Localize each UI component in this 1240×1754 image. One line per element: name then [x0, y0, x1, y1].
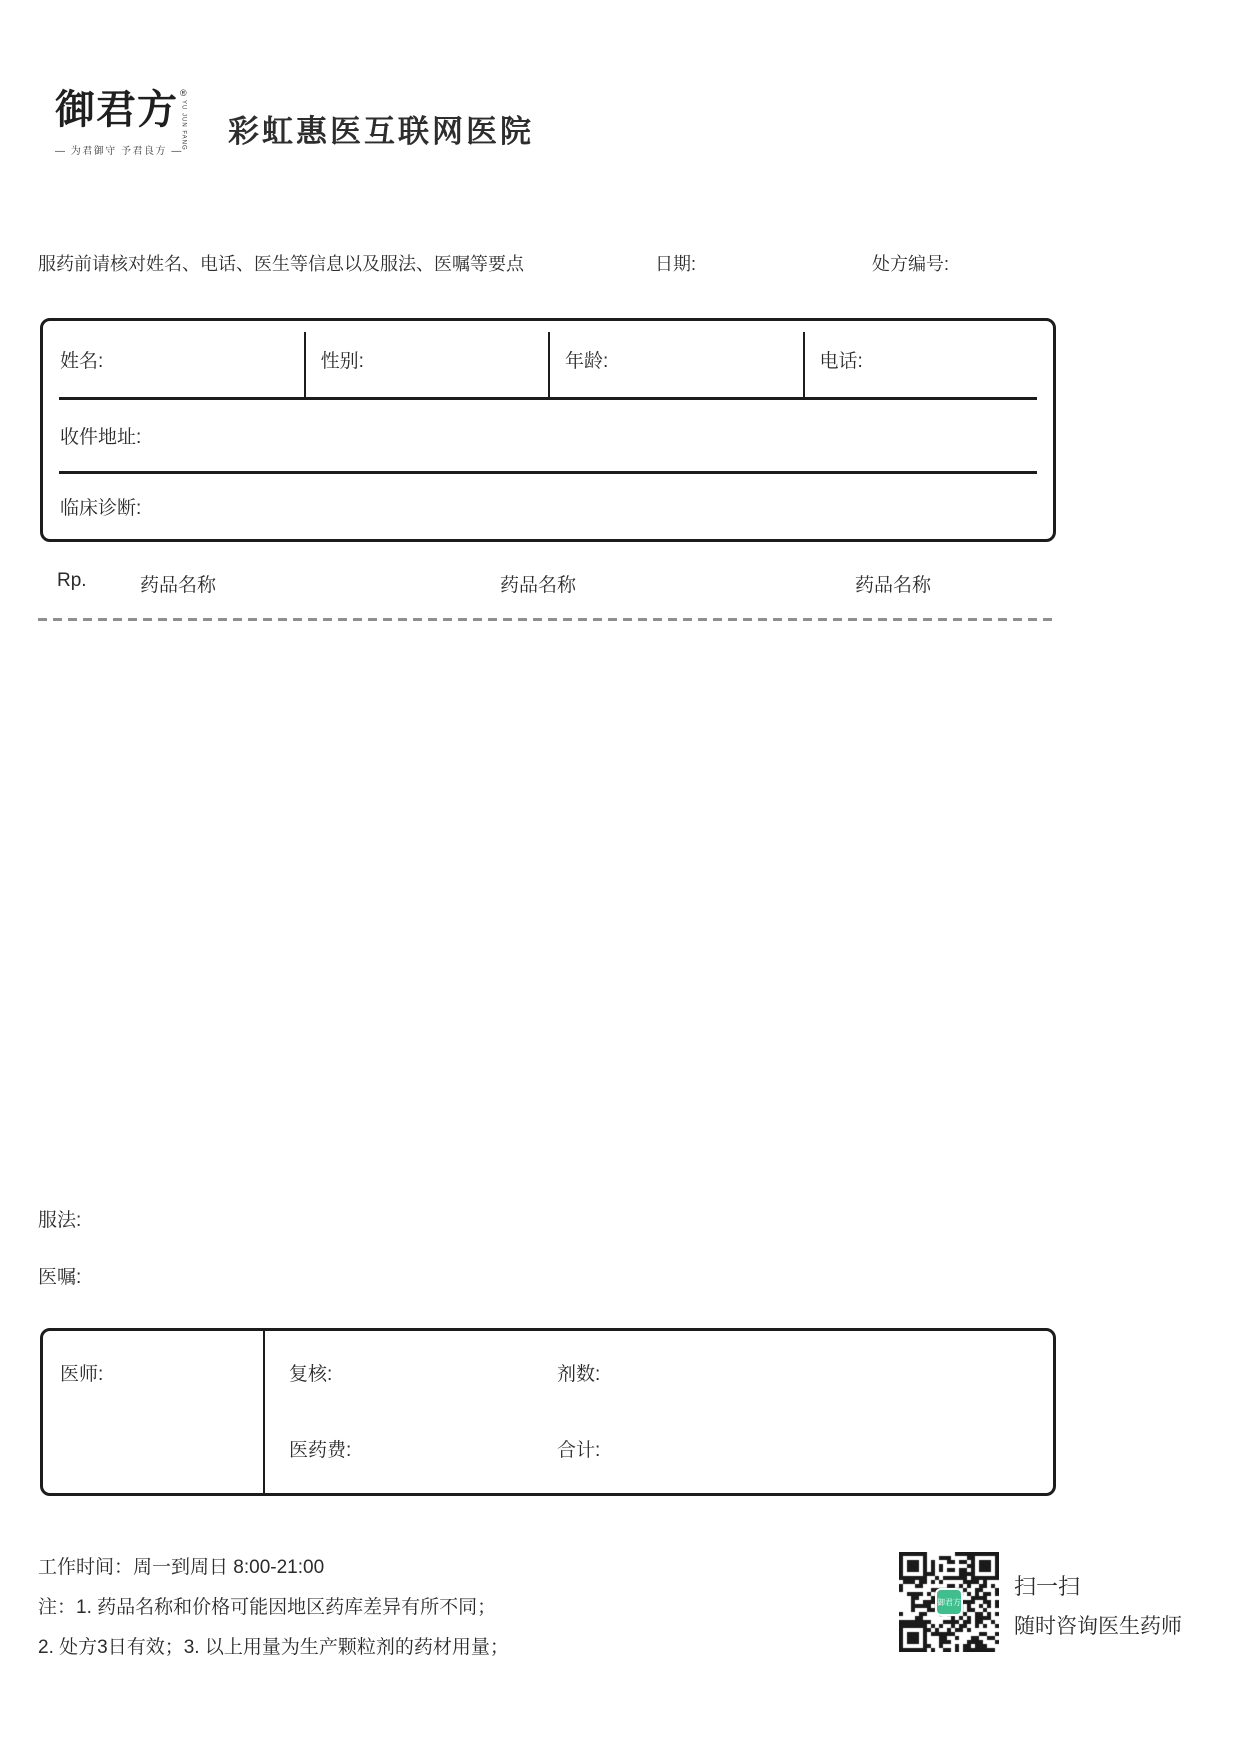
physician-label: 医师: [60, 1364, 104, 1385]
prescription-number-label: 处方编号: [872, 254, 950, 274]
patient-age-label: 年龄: [564, 350, 609, 372]
date-label: 日期: [655, 254, 697, 274]
cell-divider [803, 332, 805, 397]
clinical-diagnosis-row [43, 474, 1053, 539]
hospital-name: 彩虹惠医互联网医院 [228, 114, 534, 149]
patient-basic-row [43, 321, 1053, 397]
drug-name-column-header: 药品名称 [855, 575, 932, 596]
brand-logo-pinyin: YU JUN FANG [180, 100, 187, 151]
patient-phone-cell [803, 321, 1053, 397]
brand-logo [55, 88, 205, 157]
review-label: 复核: [289, 1364, 333, 1385]
usage-method-label: 服法: [38, 1210, 82, 1231]
qr-center-brand-logo: 御君方 [935, 1588, 963, 1616]
drug-name-column-header: 药品名称 [500, 575, 577, 596]
working-hours-text: 工作时间：周一到周日 8:00-21:00 [38, 1557, 325, 1578]
patient-phone-label: 电话: [819, 350, 863, 372]
shipping-address-row [43, 400, 1053, 471]
brand-tagline: — 为君御守 予君良方 — [55, 146, 183, 157]
cell-divider [548, 332, 550, 397]
rp-label: Rp. [57, 570, 87, 591]
dose-count-label: 剂数: [557, 1364, 601, 1385]
scan-qr-caption: 扫一扫 [1014, 1574, 1081, 1599]
footer-note-line-1: 注：1. 药品名称和价格可能因地区药库差异有所不同； [38, 1597, 497, 1618]
footer-note-line-2: 2. 处方3日有效；3. 以上用量为生产颗粒剂的药材用量； [38, 1637, 509, 1658]
medication-check-notice: 服药前请核对姓名、电话、医生等信息以及服法、医嘱等要点 [38, 254, 524, 274]
shipping-address-label: 收件地址: [60, 427, 142, 448]
registered-trademark-icon: ® [180, 88, 187, 98]
header-notice-row [0, 250, 1240, 276]
patient-name-cell [43, 321, 304, 397]
prescription-separator-dashed-line [38, 618, 1058, 621]
review-fee-cell [265, 1331, 1053, 1493]
total-label: 合计: [557, 1440, 601, 1461]
physician-cell [43, 1331, 265, 1493]
patient-info-box [40, 318, 1056, 542]
patient-gender-cell [304, 321, 548, 397]
clinical-diagnosis-label: 临床诊断: [60, 498, 142, 519]
consult-pharmacist-caption: 随时咨询医生药师 [1014, 1615, 1182, 1638]
patient-name-label: 姓名: [60, 350, 104, 372]
patient-gender-label: 性别: [320, 350, 364, 372]
signature-fee-box [40, 1328, 1056, 1496]
qr-code [899, 1552, 999, 1652]
prescription-header-row [0, 570, 1240, 596]
medicine-fee-label: 医药费: [289, 1440, 352, 1461]
doctor-advice-label: 医嘱: [38, 1267, 82, 1288]
patient-age-cell [548, 321, 803, 397]
drug-name-column-header: 药品名称 [140, 575, 217, 596]
cell-divider [304, 332, 306, 397]
brand-logo-text: 御君方 [55, 86, 178, 133]
